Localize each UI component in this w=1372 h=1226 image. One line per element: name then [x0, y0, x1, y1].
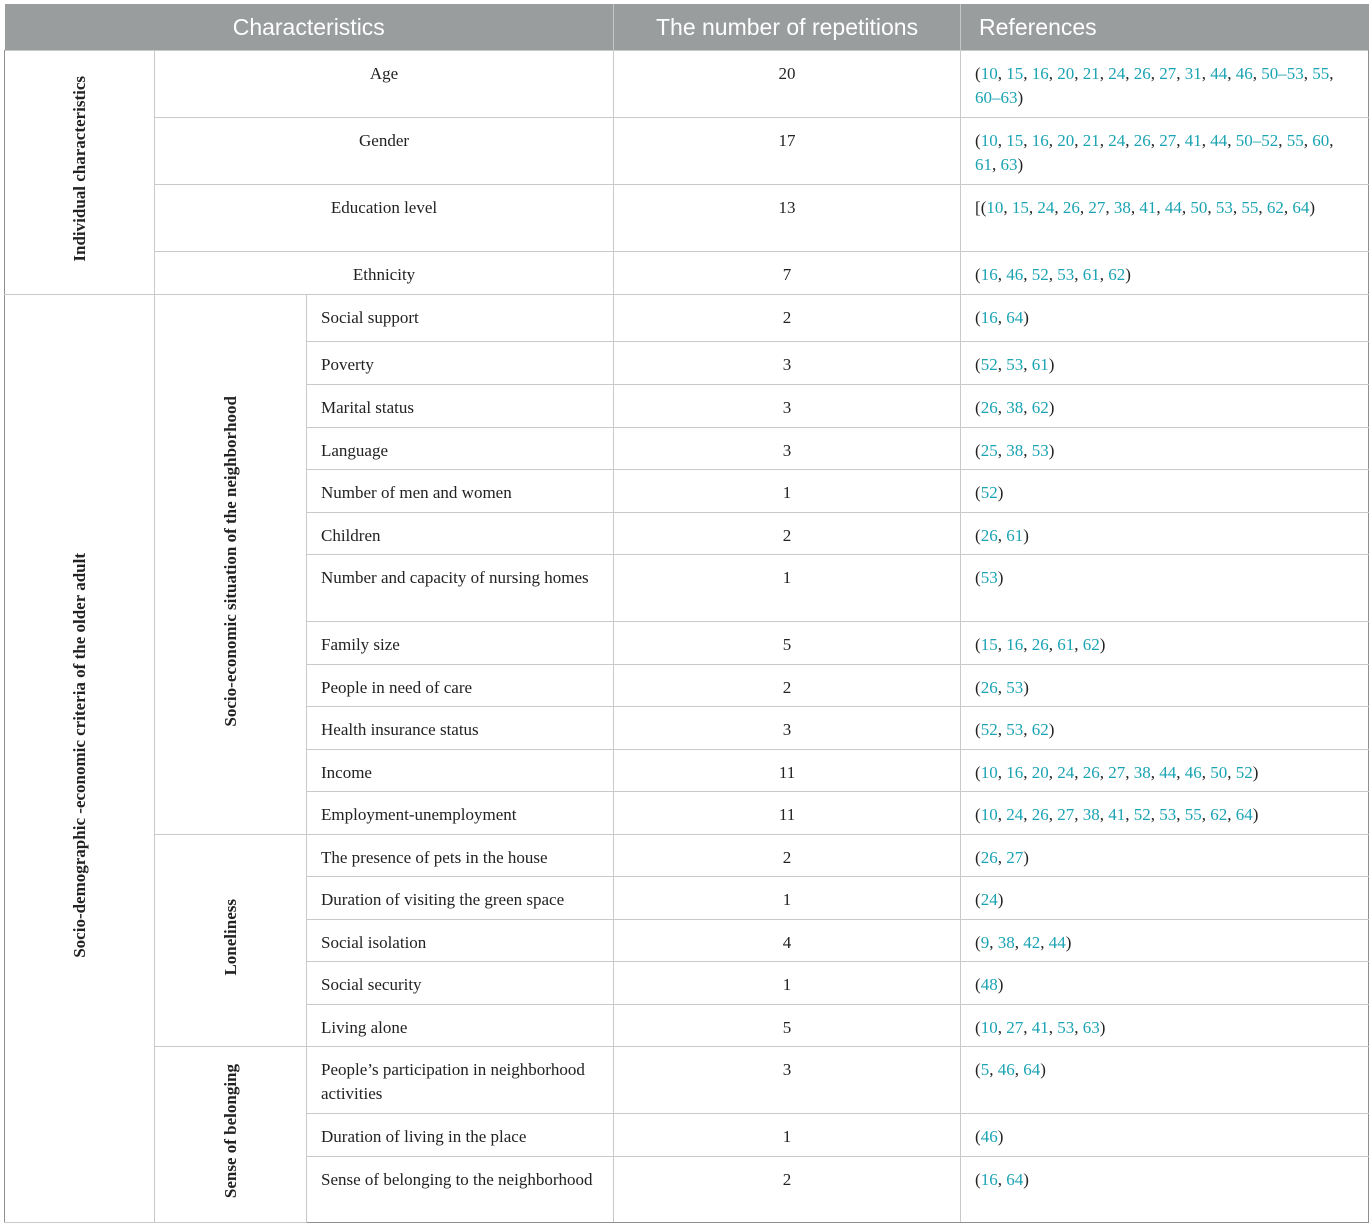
repetitions-cell: 3 [614, 707, 961, 750]
references-cell: (26, 61) [961, 513, 1369, 555]
group-individual [5, 51, 155, 295]
reference-link[interactable]: 41 [1184, 131, 1202, 150]
references-close: ) [997, 890, 1004, 909]
references-close: ) [997, 1127, 1004, 1146]
references-close: ) [1017, 155, 1024, 174]
reference-link[interactable]: 53 [1057, 265, 1075, 284]
reference-link[interactable]: 10 [980, 805, 998, 824]
repetitions-cell: 3 [614, 385, 961, 428]
references-cell [961, 555, 1369, 622]
reference-link[interactable]: 64 [1292, 198, 1310, 217]
reference-link[interactable]: 38 [1113, 198, 1131, 217]
repetitions-cell: 2 [614, 835, 961, 877]
references-cell: (26, 53) [961, 665, 1369, 707]
reference-link[interactable]: 15 [1006, 131, 1024, 150]
repetitions-cell: 11 [614, 792, 961, 835]
references-close: ) [1023, 526, 1029, 545]
repetitions-cell: 1 [614, 877, 961, 920]
repetitions-cell: 20 [614, 51, 961, 118]
references-cell: (26, 38, 62) [961, 385, 1369, 428]
characteristic-cell: Duration of living in the place [307, 1114, 614, 1157]
reference-link[interactable]: 24 [1108, 131, 1126, 150]
references-open: ( [975, 1060, 981, 1079]
reference-link[interactable]: 53 [1215, 198, 1233, 217]
reference-link[interactable]: 38 [1006, 441, 1024, 460]
header-references: References [961, 4, 1369, 51]
reference-link[interactable]: 44 [1210, 131, 1228, 150]
reference-link[interactable]: 44 [1210, 64, 1228, 83]
reference-link[interactable]: 27 [1006, 1018, 1024, 1037]
references-open: ( [975, 308, 981, 327]
references-open: ( [975, 398, 981, 417]
references-open: ( [975, 848, 981, 867]
characteristic-cell: Income [307, 750, 614, 792]
characteristic-cell: Age [155, 51, 614, 118]
reference-link[interactable]: 26 [1031, 805, 1049, 824]
reference-link[interactable]: 38 [1133, 763, 1151, 782]
references-open: ( [975, 805, 981, 824]
header-row [5, 4, 1369, 51]
references-open: ( [975, 265, 981, 284]
characteristic-cell: Sense of belonging to the neighborhood [307, 1157, 614, 1223]
reference-link[interactable]: 63 [1082, 1018, 1100, 1037]
references-close: ) [1023, 1170, 1029, 1189]
references-cell: (16, 64) [961, 1157, 1369, 1223]
repetitions-cell: 5 [614, 1005, 961, 1047]
characteristic-cell: The presence of pets in the house [307, 835, 614, 877]
reference-link[interactable]: 62 [1082, 635, 1100, 654]
repetitions-cell: 5 [614, 622, 961, 665]
reference-link[interactable]: 16 [1031, 64, 1049, 83]
characteristic-cell: Children [307, 513, 614, 555]
references-close: ) [1040, 1060, 1046, 1079]
subgroup-neighborhood-label: Socio-economic situation of the neighborhood [220, 395, 240, 727]
reference-link[interactable]: 27 [1159, 64, 1177, 83]
reference-link[interactable]: 52 [980, 720, 998, 739]
reference-link[interactable]: 62 [1031, 720, 1049, 739]
subgroup-loneliness-label: Loneliness [220, 898, 240, 976]
reference-link[interactable]: 55 [1241, 198, 1259, 217]
references-open: ( [975, 355, 981, 374]
characteristic-cell: Language [307, 428, 614, 470]
reference-link[interactable]: 52 [1031, 265, 1049, 284]
reference-link[interactable]: 27 [1006, 848, 1024, 867]
reference-link[interactable]: 15 [1011, 198, 1029, 217]
references-close: ) [1048, 398, 1055, 417]
characteristic-cell: Ethnicity [155, 252, 614, 295]
references-cell [961, 470, 1369, 513]
group-socio-label: Socio-demographic -economic criteria of the older adult [69, 552, 89, 958]
reference-link[interactable]: 15 [1006, 64, 1024, 83]
references-open: [( [975, 198, 987, 217]
reference-link[interactable]: 26 [1133, 131, 1151, 150]
characteristic-cell: Family size [307, 622, 614, 665]
reference-link[interactable]: 41 [1031, 1018, 1049, 1037]
characteristic-cell: Living alone [307, 1005, 614, 1047]
references-cell: (10, 27, 41, 53, 63) [961, 1005, 1369, 1047]
repetitions-cell: 2 [614, 665, 961, 707]
reference-link[interactable]: 64 [1006, 1170, 1024, 1189]
reference-link[interactable]: 55 [1184, 805, 1202, 824]
subgroup-neighborhood [155, 295, 307, 835]
references-close: ) [1048, 441, 1055, 460]
characteristic-cell: Number and capacity of nursing homes [307, 555, 614, 622]
references-close: ) [1023, 678, 1029, 697]
reference-link[interactable]: 48 [980, 975, 998, 994]
references-close: ) [1099, 1018, 1106, 1037]
references-cell: (5, 46, 64) [961, 1047, 1369, 1114]
characteristic-cell: Education level [155, 185, 614, 252]
references-cell: (10, 15, 16, 20, 21, 24, 26, 27, 41, 44, 50–52, 55, 60, 61, 63) [961, 118, 1369, 185]
reference-link[interactable]: 20 [1057, 64, 1075, 83]
reference-link[interactable]: 42 [1023, 933, 1041, 952]
characteristic-cell: Gender [155, 118, 614, 185]
reference-link[interactable]: 53 [1159, 805, 1177, 824]
reference-link[interactable]: 26 [1133, 64, 1151, 83]
repetitions-cell: 13 [614, 185, 961, 252]
references-open: ( [975, 678, 981, 697]
reference-link[interactable]: 10 [980, 763, 998, 782]
references-cell: (10, 15, 16, 20, 21, 24, 26, 27, 31, 44, 46, 50–53, 55, 60–63) [961, 51, 1369, 118]
repetitions-cell: 2 [614, 1157, 961, 1223]
reference-link[interactable]: 52 [980, 483, 998, 502]
references-open: ( [975, 890, 981, 909]
reference-link[interactable]: 27 [1057, 805, 1075, 824]
reference-link[interactable]: 26 [1082, 763, 1100, 782]
references-open: ( [975, 975, 981, 994]
references-open: ( [975, 763, 981, 782]
characteristic-cell: Duration of visiting the green space [307, 877, 614, 920]
characteristic-cell: Social security [307, 962, 614, 1005]
references-close: ) [1252, 805, 1259, 824]
reference-link[interactable]: 15 [980, 635, 998, 654]
reference-link[interactable]: 21 [1082, 64, 1100, 83]
reference-link[interactable]: 55 [1312, 64, 1330, 83]
repetitions-cell: 3 [614, 428, 961, 470]
references-close: ) [1048, 720, 1055, 739]
references-cell: (16, 46, 52, 53, 61, 62) [961, 252, 1369, 295]
reference-link[interactable]: 62 [1031, 398, 1049, 417]
reference-link[interactable]: 64 [1235, 805, 1253, 824]
reference-link[interactable]: 25 [980, 441, 998, 460]
references-cell: (52, 53, 61) [961, 342, 1369, 385]
references-open: ( [975, 1170, 981, 1189]
reference-link[interactable]: 44 [1159, 763, 1177, 782]
references-cell: (10, 24, 26, 27, 38, 41, 52, 53, 55, 62, 64) [961, 792, 1369, 835]
reference-link[interactable]: 46 [1006, 265, 1024, 284]
reference-link[interactable]: 24 [980, 890, 998, 909]
references-close: ) [1099, 635, 1106, 654]
references-close: ) [1048, 355, 1055, 374]
reference-link[interactable]: 61 [1057, 635, 1075, 654]
reference-link[interactable]: 20 [1057, 131, 1075, 150]
references-close: ) [1252, 763, 1259, 782]
reference-link[interactable]: 52 [1235, 763, 1253, 782]
repetitions-cell: 3 [614, 1047, 961, 1114]
reference-link[interactable]: 50 [1210, 763, 1228, 782]
reference-link[interactable]: 53 [980, 568, 998, 587]
references-cell: (15, 16, 26, 61, 62) [961, 622, 1369, 665]
references-open: ( [975, 720, 981, 739]
reference-link[interactable]: 53 [1031, 441, 1049, 460]
reference-link[interactable]: 26 [980, 678, 998, 697]
references-cell: (52, 53, 62) [961, 707, 1369, 750]
repetitions-cell: 2 [614, 513, 961, 555]
reference-link[interactable]: 27 [1088, 198, 1106, 217]
characteristic-cell: Health insurance status [307, 707, 614, 750]
characteristic-cell: Employment-unemployment [307, 792, 614, 835]
references-cell: (16, 64) [961, 295, 1369, 342]
references-open: ( [975, 441, 981, 460]
subgroup-belonging [155, 1047, 307, 1223]
references-close: ) [1065, 933, 1072, 952]
references-open: ( [975, 64, 981, 83]
reference-link[interactable]: 16 [980, 308, 998, 327]
references-close: ) [1309, 198, 1316, 217]
characteristic-cell: People’s participation in neighborhood activities [307, 1047, 614, 1114]
reference-link[interactable]: 60 [1312, 131, 1330, 150]
repetitions-cell: 7 [614, 252, 961, 295]
reference-link[interactable]: 20 [1031, 763, 1049, 782]
reference-link[interactable]: 64 [1006, 308, 1024, 327]
repetitions-cell: 1 [614, 470, 961, 513]
references-close: ) [997, 975, 1004, 994]
characteristic-cell: Social isolation [307, 920, 614, 962]
subgroup-belonging-label: Sense of belonging [220, 1063, 240, 1199]
references-open: ( [975, 131, 981, 150]
reference-link[interactable]: 24 [1057, 763, 1075, 782]
reference-link[interactable]: 53 [1057, 1018, 1075, 1037]
reference-link[interactable]: 9 [980, 933, 990, 952]
references-close: ) [1017, 88, 1024, 107]
subgroup-loneliness [155, 835, 307, 1047]
repetitions-cell: 11 [614, 750, 961, 792]
references-close: ) [1023, 308, 1029, 327]
characteristic-cell: Poverty [307, 342, 614, 385]
reference-link[interactable]: 24 [1037, 198, 1055, 217]
reference-link[interactable]: 53 [1006, 678, 1024, 697]
references-cell: (9, 38, 42, 44) [961, 920, 1369, 962]
references-close: ) [1125, 265, 1131, 284]
reference-link[interactable]: 62 [1266, 198, 1284, 217]
reference-link[interactable]: 16 [980, 265, 998, 284]
reference-link[interactable]: 60–63 [975, 88, 1018, 107]
characteristic-cell: Number of men and women [307, 470, 614, 513]
references-open: ( [975, 933, 981, 952]
reference-link[interactable]: 63 [1000, 155, 1018, 174]
references-close: ) [997, 483, 1004, 502]
group-individual-label: Individual characteristics [69, 76, 89, 262]
reference-link[interactable]: 50 [1190, 198, 1208, 217]
reference-link[interactable]: 26 [1062, 198, 1080, 217]
reference-link[interactable]: 44 [1164, 198, 1182, 217]
reference-link[interactable]: 41 [1108, 805, 1126, 824]
reference-link[interactable]: 16 [1031, 131, 1049, 150]
reference-link[interactable]: 27 [1108, 763, 1126, 782]
references-cell [961, 962, 1369, 1005]
characteristic-cell: Marital status [307, 385, 614, 428]
reference-link[interactable]: 26 [980, 848, 998, 867]
reference-link[interactable]: 38 [1082, 805, 1100, 824]
reference-link[interactable]: 46 [980, 1127, 998, 1146]
references-cell: (10, 16, 20, 24, 26, 27, 38, 44, 46, 50, 52) [961, 750, 1369, 792]
reference-link[interactable]: 10 [980, 131, 998, 150]
reference-link[interactable]: 5 [980, 1060, 990, 1079]
reference-link[interactable]: 52 [1133, 805, 1151, 824]
reference-link[interactable]: 16 [1006, 763, 1024, 782]
characteristic-cell: People in need of care [307, 665, 614, 707]
repetitions-cell: 4 [614, 920, 961, 962]
reference-link[interactable]: 53 [1006, 355, 1024, 374]
header-repetitions: The number of repetitions [614, 4, 961, 51]
reference-link[interactable]: 46 [997, 1060, 1015, 1079]
reference-link[interactable]: 38 [997, 933, 1015, 952]
reference-link[interactable]: 10 [986, 198, 1004, 217]
references-cell: (25, 38, 53) [961, 428, 1369, 470]
reference-link[interactable]: 50–53 [1261, 64, 1304, 83]
reference-link[interactable]: 27 [1159, 131, 1177, 150]
references-close: ) [997, 568, 1004, 587]
reference-link[interactable]: 41 [1139, 198, 1157, 217]
characteristics-table [4, 4, 1369, 1223]
reference-link[interactable]: 21 [1082, 131, 1100, 150]
reference-link[interactable]: 53 [1006, 720, 1024, 739]
reference-link[interactable]: 62 [1108, 265, 1126, 284]
reference-link[interactable]: 44 [1048, 933, 1066, 952]
references-cell [961, 877, 1369, 920]
reference-link[interactable]: 61 [975, 155, 993, 174]
repetitions-cell: 1 [614, 962, 961, 1005]
reference-link[interactable]: 24 [1108, 64, 1126, 83]
reference-link[interactable]: 10 [980, 64, 998, 83]
reference-link[interactable]: 62 [1210, 805, 1228, 824]
reference-link[interactable]: 46 [1184, 763, 1202, 782]
references-open: ( [975, 1127, 981, 1146]
reference-link[interactable]: 61 [1082, 265, 1100, 284]
reference-link[interactable]: 38 [1006, 398, 1024, 417]
reference-link[interactable]: 16 [980, 1170, 998, 1189]
references-cell: (26, 27) [961, 835, 1369, 877]
reference-link[interactable]: 64 [1023, 1060, 1041, 1079]
references-cell: [(10, 15, 24, 26, 27, 38, 41, 44, 50, 53, 55, 62, 64) [961, 185, 1369, 252]
references-open: ( [975, 483, 981, 502]
reference-link[interactable]: 26 [980, 526, 998, 545]
group-socio [5, 295, 155, 1223]
reference-link[interactable]: 26 [980, 398, 998, 417]
references-cell [961, 1114, 1369, 1157]
references-open: ( [975, 526, 981, 545]
repetitions-cell: 17 [614, 118, 961, 185]
reference-link[interactable]: 52 [980, 355, 998, 374]
reference-link[interactable]: 16 [1006, 635, 1024, 654]
characteristic-cell: Social support [307, 295, 614, 342]
reference-link[interactable]: 55 [1286, 131, 1304, 150]
reference-link[interactable]: 10 [980, 1018, 998, 1037]
references-open: ( [975, 568, 981, 587]
references-open: ( [975, 1018, 981, 1037]
repetitions-cell: 2 [614, 295, 961, 342]
reference-link[interactable]: 31 [1184, 64, 1202, 83]
reference-link[interactable]: 26 [1031, 635, 1049, 654]
reference-link[interactable]: 46 [1235, 64, 1253, 83]
header-characteristics: Characteristics [5, 4, 614, 51]
reference-link[interactable]: 24 [1006, 805, 1024, 824]
reference-link[interactable]: 50–52 [1235, 131, 1279, 150]
repetitions-cell: 1 [614, 1114, 961, 1157]
repetitions-cell: 1 [614, 555, 961, 622]
references-open: ( [975, 635, 981, 654]
repetitions-cell: 3 [614, 342, 961, 385]
reference-link[interactable]: 61 [1006, 526, 1024, 545]
references-close: ) [1023, 848, 1029, 867]
reference-link[interactable]: 61 [1031, 355, 1049, 374]
